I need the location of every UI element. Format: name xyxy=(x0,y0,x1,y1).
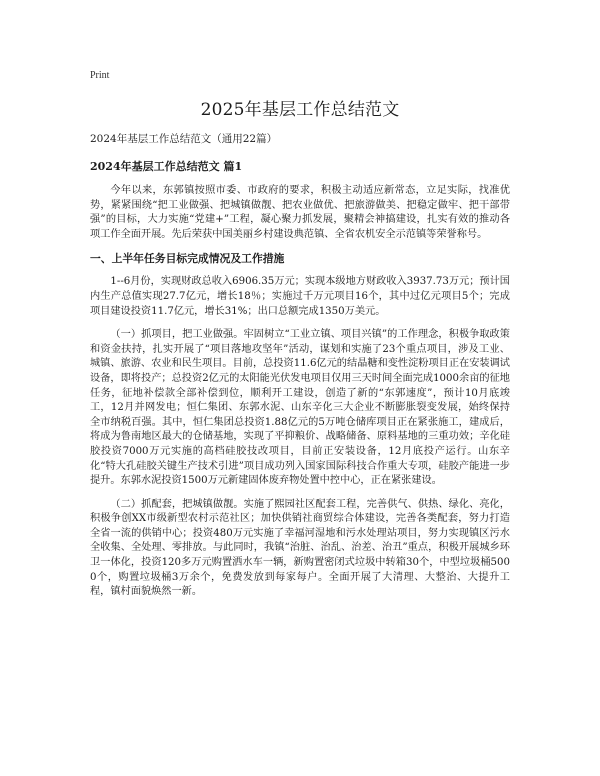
item-projects-paragraph: （一）抓项目，把工业做强。牢固树立“工业立镇、项目兴镇”的工作理念，积极争取政策和资金扶持，扎实开展了“项目落地攻坚年”活动，谋划和实施了23个重点项目，涉及工业、城镇、旅游、农业和民生项目。目前，总投资11.6亿元的结晶糖和变性淀粉项目正在安装调试设备，即将投产；总投资2亿元的太阳能光伏发电项目仅用三天时间全面完成1000余亩的征地任务，征地补偿款全部补偿到位，顺利开工建设，创造了新的“东郭速度”，预计10月底竣工，12月并网发电；恒仁集团、东郭水泥、山东辛化三大企业不断膨胀裂变发展，始终保持全市纳税百强。其中，恒仁集团总投资1.88亿元的5万吨仓储库项目正在紧张施工，建成后，将成为鲁南地区最大的仓储基地，实现了平抑粮价、战略储备、原料基地的三重功效；辛化硅胶投资7000万元实施的高档硅胶技改项目，目前正安装设备，12月底投产运行。山东辛化“特大孔硅胶关键生产技术引进”项目成功列入国家国际科技合作重大专项，硅胶产能进一步提升。东郭水泥投资1500万元新建固体废弃物处置中控中心，正在紧张建设。 xyxy=(90,329,510,487)
intro-paragraph: 今年以来，东郭镇按照市委、市政府的要求，积极主动适应新常态，立足实际，找准优势，紧紧围绕“把工业做强、把城镇做靓、把农业做优、把旅游做美、把稳定做牢、把干部带强”的目标，大力实施“党建+”工程，凝心聚力抓发展，聚精会神搞建设，扎实有效的推动各项工作全面开展。先后荣获中国美丽乡村建设典范镇、全省农机安全示范镇等荣誉称号。 xyxy=(90,185,510,240)
document-title: 2025年基层工作总结范文 xyxy=(200,100,400,120)
item-town-paragraph: （二）抓配套，把城镇做靓。实施了熙园社区配套工程，完善供气、供热、绿化、亮化，积极争创XX市级新型农村示范社区；加快供销社商贸综合体建设，完善各类配套，努力打造全省一流的供销中心；投资480万元实施了幸福河湿地和污水处理站项目，努力实现镇区污水全收集、全处理、零排放。与此同时，我镇“治脏、治乱、治差、治丑”重点，积极开展城乡环卫一体化，投资120多万元购置洒水车一辆，新购置密闭式垃圾中转箱30个，中型垃圾桶5000个，购置垃圾桶3万余个，免费发放到每家每户。全面开展了大清理、大整治、大提升工程，镇村面貌焕然一新。 xyxy=(90,498,510,598)
document-subtitle: 2024年基层工作总结范文（通用22篇） xyxy=(90,133,278,145)
print-label[interactable]: Print xyxy=(90,70,110,81)
stats-paragraph: 1--6月份，实现财政总收入6906.35万元；实现本级地方财政收入3937.73万元；预计国内生产总值实现27.7亿元，增长18％；实施过千万元项目16个，其中过亿元项目5个；完成项目建设投资11.7亿元，增长31%；出口总额完成1350万美元。 xyxy=(90,276,510,317)
section-title: 2024年基层工作总结范文 篇1 xyxy=(90,160,243,173)
heading-first-half-tasks: 一、上半年任务目标完成情况及工作措施 xyxy=(90,252,285,266)
